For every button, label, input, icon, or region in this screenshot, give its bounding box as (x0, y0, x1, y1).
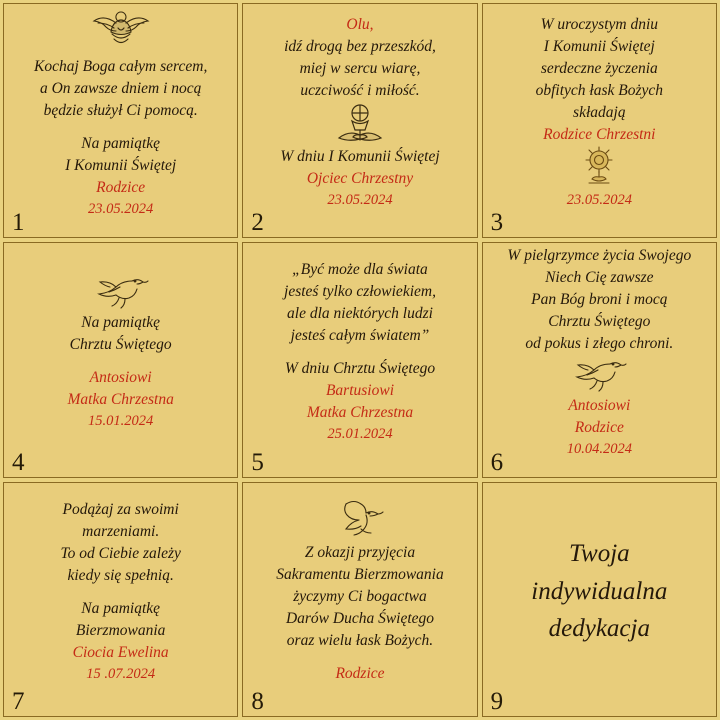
card-text-line: życzymy Ci bogactwa (293, 587, 427, 605)
dedication-card[interactable] (242, 3, 477, 238)
card-content (251, 498, 468, 685)
card-text-line: Rodzice (574, 418, 624, 436)
card-number: 4 (12, 448, 25, 476)
card-number: 9 (490, 687, 504, 715)
card-text-line: Matka Chrzestna (67, 391, 174, 409)
dedication-card[interactable] (3, 482, 238, 717)
card-content (251, 259, 468, 445)
card-number: 7 (12, 687, 25, 715)
card-text-line: „Być może dla świata (292, 261, 428, 279)
card-text-line: uczciwość i miłość. (300, 82, 420, 100)
card-text-line: Niech Cię zawsze (545, 268, 654, 286)
card-content (491, 245, 708, 460)
card-date: 23.05.2024 (327, 192, 393, 209)
card-text-line: W dniu I Komunii Świętej (280, 148, 440, 166)
dove-icon (91, 272, 151, 312)
card-text-line: serdeczne życzenia (540, 60, 658, 78)
card-number: 2 (251, 209, 264, 237)
card-text-line: I Komunii Świętej (543, 38, 655, 56)
dove-icon (569, 355, 629, 395)
dedication-card[interactable] (3, 242, 238, 477)
card-content (12, 499, 229, 685)
card-text-line: Na pamiątkę (81, 134, 161, 152)
card-text-line: będzie służył Ci pomocą. (43, 101, 198, 119)
card-text-line: idź drogą bez przeszkód, (284, 38, 436, 56)
card-text-line: a On zawsze dniem i nocą (39, 79, 202, 97)
card-text-line: Rodzice Chrzestni (543, 126, 656, 144)
card-text-line: Twoja (568, 540, 630, 568)
card-number: 6 (490, 448, 504, 476)
card-date: 10.04.2024 (566, 440, 632, 457)
chalice-bread-icon (333, 102, 387, 146)
card-number: 8 (251, 687, 264, 715)
card-text-line: Antosiowi (89, 369, 152, 387)
card-text-line: Sakramentu Bierzmowania (276, 565, 444, 583)
card-text-line: I Komunii Świętej (65, 156, 177, 174)
card-content (251, 14, 468, 211)
card-text-line: Rodzice (335, 664, 385, 682)
flying-dove-icon (332, 498, 388, 542)
card-text-line: W pielgrzymce życia Swojego (507, 246, 692, 264)
card-text-line: składają (573, 104, 626, 122)
card-text-line: oraz wielu łask Bożych. (286, 631, 434, 649)
card-text-line: jesteś całym światem” (290, 327, 430, 345)
card-date: 25.01.2024 (327, 426, 393, 443)
card-content (491, 14, 708, 211)
card-number: 3 (490, 209, 504, 237)
card-content (491, 535, 708, 648)
dedication-card[interactable] (242, 482, 477, 717)
card-number: 1 (12, 209, 25, 237)
card-text-line: ale dla niektórych ludzi (287, 305, 433, 323)
card-text-line: marzeniami. (82, 522, 160, 540)
card-text-line: Olu, (346, 16, 374, 34)
card-text-line: jesteś tylko człowiekiem, (284, 283, 436, 301)
dedication-card[interactable] (242, 242, 477, 477)
card-content (12, 6, 229, 220)
card-date: 15 .07.2024 (86, 665, 156, 682)
card-text-line: W dniu Chrztu Świętego (284, 360, 436, 378)
card-content (12, 272, 229, 432)
card-text-line: obfitych łask Bożych (535, 82, 664, 100)
card-text-line: Rodzice (96, 178, 146, 196)
card-date: 23.05.2024 (88, 200, 154, 217)
card-text-line: dedykacja (548, 615, 650, 643)
card-number: 5 (251, 448, 264, 476)
card-text-line: Bartusiowi (325, 382, 395, 400)
card-text-line: Z okazji przyjęcia (304, 543, 416, 561)
dedication-card[interactable] (3, 3, 238, 238)
card-text-line: Chrztu Świętego (69, 336, 172, 354)
card-date: 23.05.2024 (566, 192, 632, 209)
monstrance-icon (576, 146, 622, 190)
card-text-line: To od Ciebie zależy (60, 544, 181, 562)
card-text-line: Darów Ducha Świętego (285, 609, 435, 627)
dedication-card[interactable] (482, 3, 717, 238)
card-text-line: W uroczystym dniu (540, 16, 659, 34)
card-text-line: Pan Bóg broni i mocą (531, 290, 668, 308)
card-text-line: od pokus i złego chroni. (525, 334, 674, 352)
dedication-card[interactable] (482, 482, 717, 717)
dedication-card[interactable] (482, 242, 717, 477)
card-text-line: Kochaj Boga całym sercem, (34, 57, 208, 75)
card-text-line: Ojciec Chrzestny (306, 170, 414, 188)
card-text-line: Na pamiątkę (81, 599, 161, 617)
card-text-line: Antosiowi (568, 396, 631, 414)
card-text-line: kiedy się spełnią. (67, 566, 174, 584)
card-date: 15.01.2024 (88, 413, 154, 430)
card-text-line: Podążaj za swoimi (62, 500, 179, 518)
card-text-line: miej w sercu wiarę, (299, 60, 421, 78)
card-text-line: Ciocia Ewelina (72, 643, 169, 661)
card-text-line: Chrztu Świętego (548, 312, 651, 330)
card-text-line: Na pamiątkę (81, 314, 161, 332)
card-text-line: indywidualna (531, 577, 668, 605)
card-text-line: Matka Chrzestna (306, 404, 414, 422)
card-text-line: Bierzmowania (75, 621, 166, 639)
praying-angel-icon (90, 6, 152, 56)
